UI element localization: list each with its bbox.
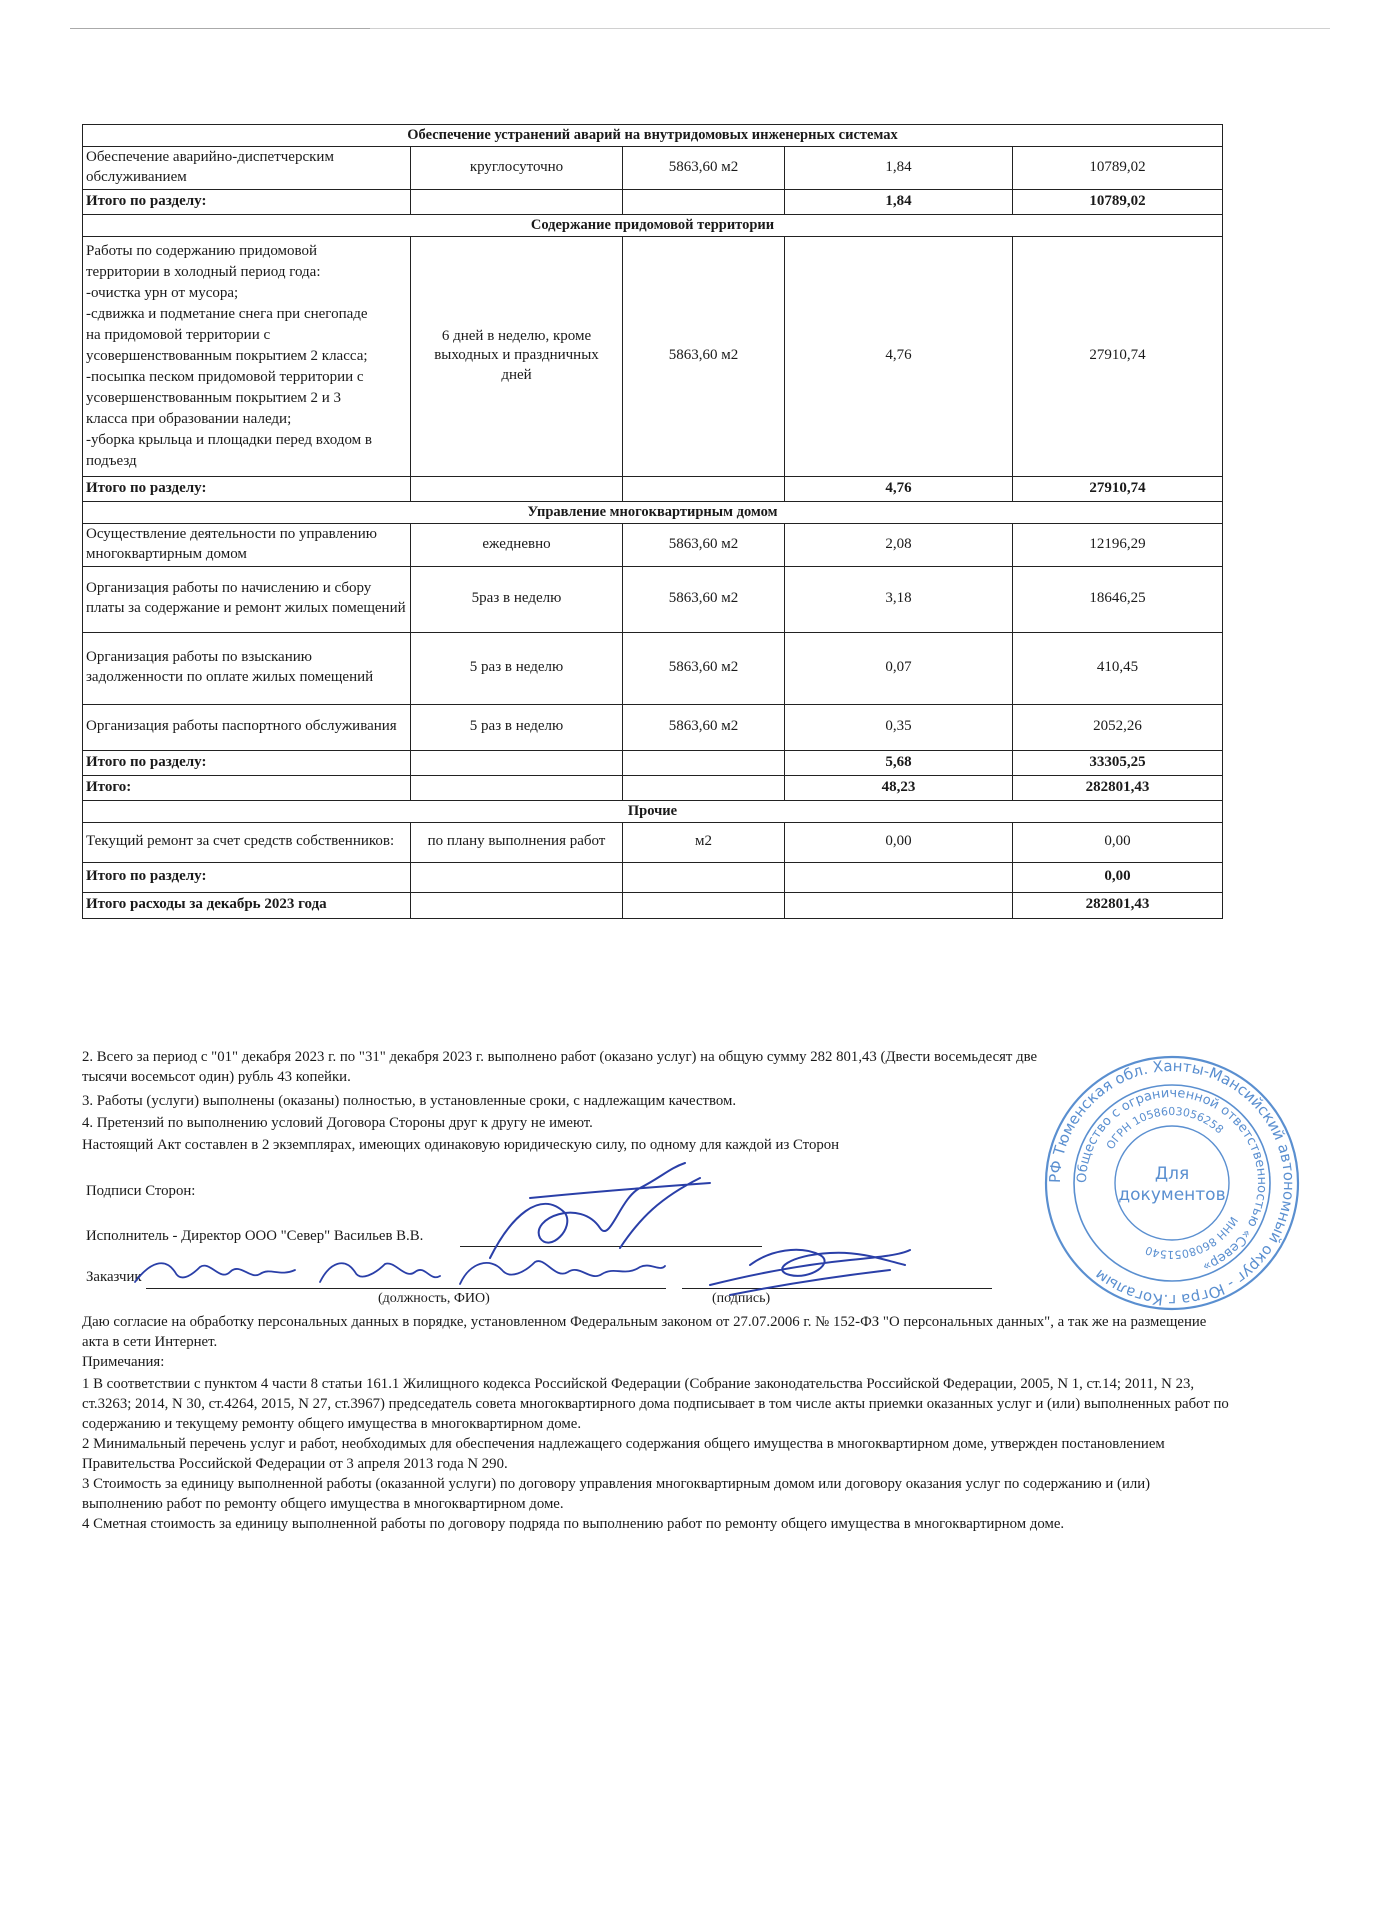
statement-total-line1: 2. Всего за период с "01" декабря 2023 г. по "31" декабря 2023 г. выполнено работ (оказано услуг) на общую сумму 282 801,43 (Двести восемьдесят две <box>82 1049 1038 1065</box>
service-sum: 18646,25 <box>1013 566 1223 632</box>
grand-total-sum: 282801,43 <box>1013 775 1223 800</box>
service-rate: 4,76 <box>785 236 1013 476</box>
service-name: Текущий ремонт за счет средств собственников: <box>83 822 411 862</box>
section-title: Управление многоквартирным домом <box>83 501 1223 523</box>
table-row <box>83 236 1223 476</box>
service-name: Организация работы по взысканию задолженности по оплате жилых помещений <box>83 632 411 704</box>
service-name-line: усовершенствованным покрытием 2 класса; <box>86 347 368 364</box>
stamp-center-text-1: Для <box>1154 1164 1190 1184</box>
total-sum: 33305,25 <box>1013 750 1223 775</box>
service-area: 5863,60 м2 <box>623 566 785 632</box>
section-total-row <box>83 750 1223 775</box>
scan-top-rule <box>70 28 370 29</box>
note-3: 3 Стоимость за единицу выполненной работы (оказанной услуги) по договору управления многоквартирным домом или договору оказания услуг по содержанию и (или) выполнению работ по ремонту общего имущества в многоквартирном доме. <box>82 1476 1151 1512</box>
total-rate: 5,68 <box>785 750 1013 775</box>
section-header-row <box>83 125 1223 147</box>
service-sum: 0,00 <box>1013 822 1223 862</box>
service-period: 5 раз в неделю <box>411 704 623 750</box>
service-period: 6 дней в неделю, кроме выходных и праздничных дней <box>411 236 623 476</box>
section-total-row <box>83 862 1223 892</box>
table-row <box>83 704 1223 750</box>
statement-no-claims: 4. Претензий по выполнению условий Договора Стороны друг к другу не имеют. <box>82 1115 593 1131</box>
total-label: Итого по разделу: <box>83 476 411 501</box>
service-period: по плану выполнения работ <box>411 822 623 862</box>
total-rate: 1,84 <box>785 189 1013 214</box>
note-4: 4 Сметная стоимость за единицу выполненной работы по договору подряда по выполнению работ по ремонту общего имущества в многоквартирном доме. <box>82 1516 1065 1532</box>
service-name-line: на придомовой территории с <box>86 326 271 343</box>
customer-label: Заказчик <box>86 1269 142 1285</box>
service-sum: 410,45 <box>1013 632 1223 704</box>
service-rate: 3,18 <box>785 566 1013 632</box>
table-row <box>83 566 1223 632</box>
service-name: Организация работы паспортного обслуживания <box>83 704 411 750</box>
service-period: ежедневно <box>411 523 623 566</box>
services-table <box>82 124 1223 919</box>
service-period: круглосуточно <box>411 147 623 190</box>
service-area: 5863,60 м2 <box>623 523 785 566</box>
section-header-row <box>83 214 1223 236</box>
total-label: Итого по разделу: <box>83 750 411 775</box>
statement-total-line2: тысячи восемьсот один) рубль 43 копейки. <box>82 1069 351 1085</box>
service-rate: 1,84 <box>785 147 1013 190</box>
section-title: Прочие <box>83 800 1223 822</box>
note-2: 2 Минимальный перечень услуг и работ, необходимых для обеспечения надлежащего содержания общего имущества в многоквартирном доме, утвержден постановлением Правительства Российской Федерации от 3 апреля 2013 года N 290. <box>82 1436 1165 1472</box>
service-area: 5863,60 м2 <box>623 704 785 750</box>
stamp-ring-text: РФ Тюменская обл. Ханты-Мансийский автономный округ - Югра г.Когалым <box>1045 1056 1299 1310</box>
service-rate: 0,35 <box>785 704 1013 750</box>
stamp-ogrn: ОГРН 1058603056258 <box>1103 1104 1226 1152</box>
service-area: м2 <box>623 822 785 862</box>
table-row <box>83 147 1223 190</box>
service-name-line: усовершенствованным покрытием 2 и 3 <box>86 389 342 406</box>
service-rate: 2,08 <box>785 523 1013 566</box>
service-rate: 0,00 <box>785 822 1013 862</box>
stamp-center-text-2: документов <box>1118 1185 1226 1205</box>
service-rate: 0,07 <box>785 632 1013 704</box>
service-sum: 2052,26 <box>1013 704 1223 750</box>
table-row <box>83 632 1223 704</box>
grand-total-row <box>83 775 1223 800</box>
section-total-row <box>83 189 1223 214</box>
service-name-line: -посыпка песком придомовой территории с <box>86 368 364 385</box>
service-name: Обеспечение аварийно-диспетчерским обслуживанием <box>83 147 411 190</box>
service-area: 5863,60 м2 <box>623 147 785 190</box>
grand-total-label: Итого: <box>83 775 411 800</box>
final-total-row <box>83 892 1223 918</box>
consent-and-notes <box>82 1312 1232 1534</box>
service-name-line: -очистка урн от мусора; <box>86 284 239 301</box>
total-label: Итого по разделу: <box>83 862 411 892</box>
statement-quality: 3. Работы (услуги) выполнены (оказаны) полностью, в установленные сроки, с надлежащим качеством. <box>82 1093 737 1109</box>
grand-total-rate: 48,23 <box>785 775 1013 800</box>
service-period: 5раз в неделю <box>411 566 623 632</box>
signatures-title: Подписи Сторон: <box>86 1183 196 1199</box>
service-name-line: территории в холодный период года: <box>86 263 321 280</box>
total-sum: 27910,74 <box>1013 476 1223 501</box>
statement-copies: Настоящий Акт составлен в 2 экземплярах, имеющих одинаковую юридическую силу, по одному для каждой из Сторон <box>82 1137 840 1153</box>
final-total-label: Итого расходы за декабрь 2023 года <box>83 892 411 918</box>
service-name-line: -сдвижка и подметание снега при снегопаде <box>86 305 368 322</box>
total-rate: 4,76 <box>785 476 1013 501</box>
table-row <box>83 822 1223 862</box>
caption-position-name: (должность, ФИО) <box>378 1291 490 1306</box>
service-name: Организация работы по начислению и сбору платы за содержание и ремонт жилых помещений <box>83 566 411 632</box>
service-sum: 27910,74 <box>1013 236 1223 476</box>
service-area: 5863,60 м2 <box>623 632 785 704</box>
service-period: 5 раз в неделю <box>411 632 623 704</box>
company-stamp <box>1042 1052 1302 1314</box>
service-sum: 10789,02 <box>1013 147 1223 190</box>
service-name-line: Работы по содержанию придомовой <box>86 242 318 259</box>
customer-signature <box>690 1235 920 1305</box>
scan-top-rule-faint <box>370 28 1330 29</box>
note-1: 1 В соответствии с пунктом 4 части 8 статьи 161.1 Жилищного кодекса Российской Федерации (Собрание законодательства Российской Федерации, 2005, N 1, ст.14; 2011, N 23, ст.3263; 2014, N 30, ст.4264, 2015, N 27, ст.3967) председатель совета многоквартирного дома подписывает в том числе акты приемки оказанных услуг и (или) выполненных работ по содержанию и текущему ремонту общего имущества в многоквартирном доме. <box>82 1376 1229 1432</box>
section-header-row <box>83 800 1223 822</box>
total-label: Итого по разделу: <box>83 189 411 214</box>
service-name-line: -уборка крыльца и площадки перед входом в <box>86 431 372 448</box>
executor-line: Исполнитель - Директор ООО "Север" Васильев В.В. <box>86 1228 424 1244</box>
final-total-sum: 282801,43 <box>1013 892 1223 918</box>
notes-title: Примечания: <box>82 1354 165 1370</box>
consent-text: Даю согласие на обработку персональных данных в порядке, установленном Федеральным законом от 27.07.2006 г. № 152-ФЗ "О персональных данных", а так же на размещение акта в сети Интернет. <box>82 1314 1207 1350</box>
service-name-line: подъезд <box>86 452 137 469</box>
service-sum: 12196,29 <box>1013 523 1223 566</box>
service-name <box>83 236 411 476</box>
stamp-inn: ИНН 8608051540 <box>1143 1214 1241 1262</box>
section-total-row <box>83 476 1223 501</box>
total-sum: 0,00 <box>1013 862 1223 892</box>
total-sum: 10789,02 <box>1013 189 1223 214</box>
table-row <box>83 523 1223 566</box>
service-area: 5863,60 м2 <box>623 236 785 476</box>
section-title: Обеспечение устранений аварий на внутридомовых инженерных системах <box>83 125 1223 147</box>
customer-handwritten-name <box>130 1252 670 1292</box>
section-title: Содержание придомовой территории <box>83 214 1223 236</box>
section-header-row <box>83 501 1223 523</box>
caption-signature: (подпись) <box>712 1291 771 1306</box>
stamp-inner-ring-text: Общество с ограниченной ответственностью «Север» <box>1074 1085 1270 1274</box>
service-name-line: класса при образовании наледи; <box>86 410 292 427</box>
service-name: Осуществление деятельности по управлению многоквартирным домом <box>83 523 411 566</box>
